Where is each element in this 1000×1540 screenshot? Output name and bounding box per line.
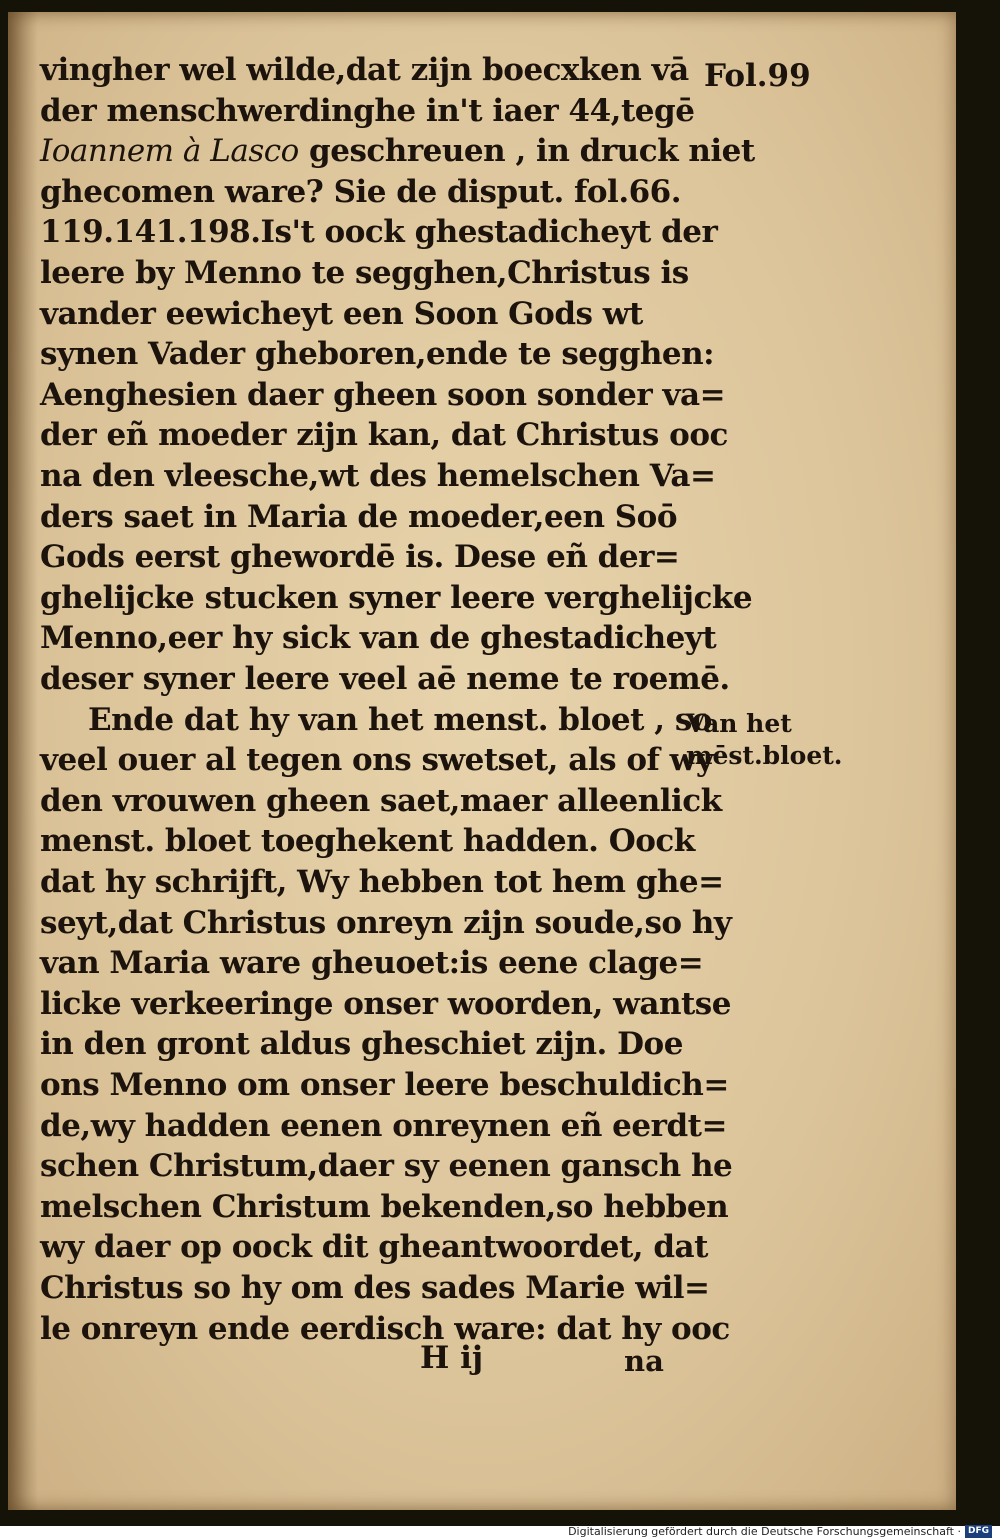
text-line: licke verkeeringe onser woorden, wantse (40, 985, 731, 1022)
text-line: in den gront aldus gheschiet zijn. Doe (40, 1026, 683, 1063)
signature-mark: H ij (420, 1340, 484, 1376)
text-line: schen Christum,daer sy eenen gansch he (40, 1148, 733, 1185)
credit-text: Digitalisierung gefördert durch die Deutsche Forschungsgemeinschaft · (568, 1525, 961, 1538)
text-line: der eñ moeder zijn kan, dat Christus ooc (40, 417, 728, 454)
digitization-credit (568, 1525, 992, 1538)
text-line: synen Vader gheboren,ende te segghen: (40, 336, 715, 373)
text-line: ders saet in Maria de moeder,een Soō (40, 498, 678, 535)
text-line: 119.141.198.Is't oock ghestadicheyt der (40, 214, 718, 251)
page-gutter-shadow (8, 12, 38, 1510)
italic-name: Ioannem à Lasco (40, 133, 299, 170)
text-line: Christus so hy om des sades Marie wil= (40, 1270, 710, 1306)
text-line: leere by Menno te segghen,Christus is (40, 255, 689, 291)
text-line: wy daer op oock dit gheantwoordet, dat (40, 1229, 708, 1266)
text-line: van Maria ware gheuoet:is eene clage= (40, 945, 704, 982)
catchword: na (624, 1344, 664, 1378)
dfg-logo: DFG (965, 1525, 992, 1538)
text-line: le onreyn ende eerdisch ware: dat hy ooc (40, 1310, 730, 1347)
text-line: melschen Christum bekenden,so hebben (40, 1188, 729, 1225)
marginal-note-line-2: mēst.bloet. (686, 741, 843, 770)
text-line: Gods eerst ghewordē is. Dese eñ der= (40, 539, 680, 576)
text-line: de,wy hadden eenen onreynen eñ eerdt= (40, 1107, 727, 1144)
text-line: deser syner leere veel aē neme te roemē. (40, 661, 730, 697)
text-line: Ende dat hy van het menst. bloet , so (88, 701, 712, 738)
text-line: vander eewicheyt een Soon Gods wt (40, 295, 643, 332)
text-line: Aenghesien daer gheen soon sonder va= (40, 376, 726, 413)
text-line: Menno,eer hy sick van de ghestadicheyt (40, 620, 717, 657)
folio-number: Fol.99 (704, 58, 811, 94)
text-line: ons Menno om onser leere beschuldich= (40, 1067, 729, 1103)
text-line: der menschwerdinghe in't iaer 44,tegē (40, 92, 695, 129)
marginal-note-line-1: Van het (686, 709, 792, 738)
text-line (40, 133, 755, 169)
marginal-note (686, 708, 843, 772)
text-line-rest: geschreuen , in druck niet (298, 133, 755, 170)
text-line: seyt,dat Christus onreyn zijn soude,so hy (40, 904, 732, 941)
text-line: den vrouwen gheen saet,maer alleenlick (40, 782, 722, 819)
text-line: vingher wel wilde,dat zijn boecxken vā (40, 52, 689, 88)
text-line: na den vleesche,wt des hemelschen Va= (40, 458, 716, 494)
text-line: dat hy schrijft, Wy hebben tot hem ghe= (40, 864, 724, 900)
text-line: ghelijcke stucken syner leere verghelijcke (40, 579, 753, 616)
text-line: menst. bloet toeghekent hadden. Oock (40, 823, 695, 860)
text-line: ghecomen ware? Sie de disput. fol.66. (40, 173, 682, 210)
text-line: veel ouer al tegen ons swetset, als of wy (40, 742, 714, 779)
